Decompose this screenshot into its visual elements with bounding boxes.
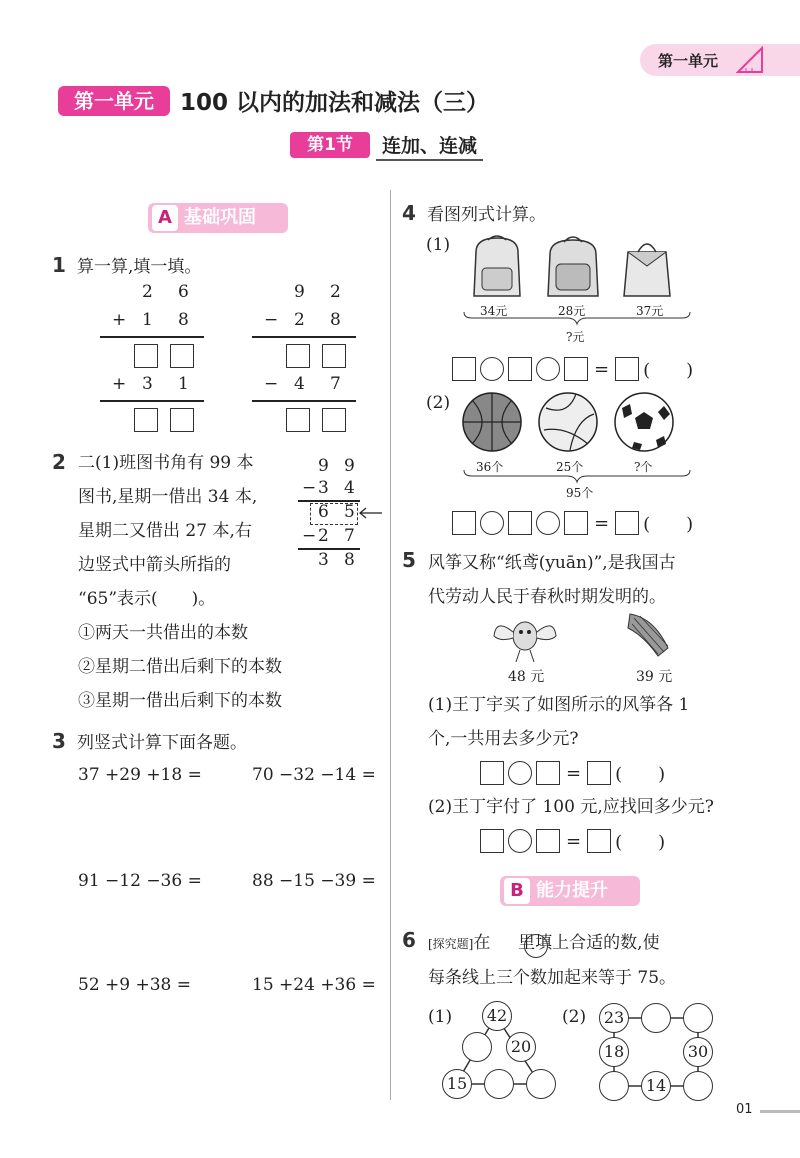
operator: −	[264, 310, 279, 330]
q2-line: 星期二又借出 27 本,右	[78, 521, 252, 541]
unit-paren: ( )	[615, 832, 666, 853]
digit: 8	[178, 310, 189, 330]
digit: 8	[330, 310, 341, 330]
answer-box[interactable]	[322, 344, 346, 368]
digit: 7	[344, 526, 355, 546]
section-badge: 第1节	[290, 132, 370, 158]
equals-sign: =	[566, 830, 582, 852]
inline-circle	[524, 934, 548, 958]
q3-item: 70 −32 −14 =	[252, 765, 376, 785]
part-b-letter: B	[504, 878, 530, 904]
answer-box[interactable]	[286, 408, 310, 432]
q2-line: “65”表示( )。	[78, 589, 216, 609]
blank-circle[interactable]	[683, 1071, 713, 1101]
number-circle: 15	[442, 1069, 472, 1099]
digit: 6	[318, 502, 329, 522]
question-number: 2	[52, 450, 66, 474]
part-a-label: 基础巩固	[184, 207, 256, 228]
answer-box[interactable]	[564, 357, 588, 381]
chapter-tab	[640, 44, 800, 76]
part-a-header	[148, 203, 288, 233]
digit: 2	[294, 310, 305, 330]
digit: 2	[330, 282, 341, 302]
page-number: 01	[736, 1102, 753, 1117]
unit-paren: ( )	[643, 360, 694, 381]
number-circle: 42	[482, 1001, 512, 1031]
answer-box[interactable]	[615, 511, 639, 535]
q2-calc	[298, 456, 390, 576]
digit: 8	[344, 550, 355, 570]
question-number: 4	[402, 201, 416, 225]
answer-box[interactable]	[286, 344, 310, 368]
blank-circle[interactable]	[683, 1003, 713, 1033]
question-number: 6	[402, 928, 416, 952]
chapter-tab-label: 第一单元	[658, 52, 719, 70]
kite-icon	[624, 608, 674, 664]
total-label: 95个	[566, 486, 594, 500]
kite-price: 39 元	[636, 669, 673, 685]
operator-circle[interactable]	[508, 761, 532, 785]
answer-box[interactable]	[615, 357, 639, 381]
q4-part2-label: (2)	[426, 393, 451, 413]
digit: 3	[318, 550, 329, 570]
q6-part1-label: (1)	[428, 1007, 453, 1027]
operator-circle[interactable]	[508, 829, 532, 853]
part-b-label: 能力提升	[536, 880, 608, 901]
q5-equation-1	[480, 760, 665, 786]
operator-circle[interactable]	[536, 511, 560, 535]
question-number: 3	[52, 729, 66, 753]
q3-item: 15 +24 +36 =	[252, 975, 376, 995]
answer-box[interactable]	[536, 829, 560, 853]
question-6	[402, 926, 792, 995]
number-circle: 18	[599, 1037, 629, 1067]
digit: 9	[318, 456, 329, 476]
backpack-icon	[538, 232, 608, 302]
digit: 3	[142, 374, 153, 394]
answer-box[interactable]	[134, 344, 158, 368]
volleyball-icon	[536, 390, 600, 454]
answer-box[interactable]	[508, 511, 532, 535]
ruler-icon	[736, 46, 764, 74]
q5-sub1	[428, 688, 689, 756]
equals-sign: =	[594, 358, 610, 380]
question-number: 5	[402, 548, 416, 572]
q6-part2-label: (2)	[562, 1007, 587, 1027]
column-divider	[390, 190, 391, 1100]
answer-box[interactable]	[452, 511, 476, 535]
operator-circle[interactable]	[536, 357, 560, 381]
q5-sub1-line: (1)王丁宇买了如图所示的风筝各 1	[428, 695, 690, 715]
equals-sign: =	[566, 762, 582, 784]
answer-box[interactable]	[170, 344, 194, 368]
blank-circle[interactable]	[641, 1003, 671, 1033]
q4-equation-1	[452, 356, 693, 382]
price-label: 37元	[636, 304, 664, 318]
number-circle: 30	[683, 1037, 713, 1067]
q4-part1-label: (1)	[426, 235, 451, 255]
digit: 4	[344, 478, 355, 498]
q5-equation-2	[480, 828, 665, 854]
answer-box[interactable]	[587, 829, 611, 853]
answer-box[interactable]	[134, 408, 158, 432]
equals-sign: =	[594, 512, 610, 534]
q3-item: 91 −12 −36 =	[78, 871, 202, 891]
question-3	[52, 726, 247, 760]
q2-line: 边竖式中箭头所指的	[78, 555, 231, 575]
q5-sub1-line: 个,一共用去多少元?	[428, 729, 579, 749]
digit: 1	[142, 310, 153, 330]
q6-line: 每条线上三个数加起来等于 75。	[428, 968, 677, 988]
price-label: 28元	[558, 304, 586, 318]
digit: 2	[318, 526, 329, 546]
answer-box[interactable]	[480, 761, 504, 785]
answer-box[interactable]	[480, 829, 504, 853]
answer-box[interactable]	[564, 511, 588, 535]
operator: +	[112, 310, 127, 330]
q3-item: 52 +9 +38 =	[78, 975, 192, 995]
number-circle: 23	[599, 1003, 629, 1033]
soccer-ball-icon	[612, 390, 676, 454]
digit: 6	[178, 282, 189, 302]
count-label: ?个	[634, 460, 653, 474]
q2-option: ①两天一共借出的本数	[78, 623, 248, 643]
question-5	[402, 546, 782, 614]
kite-icon	[490, 612, 560, 664]
digit: 9	[344, 456, 355, 476]
question-text: 看图列式计算。	[427, 205, 547, 225]
arrow-left-icon	[358, 506, 382, 520]
q1-left-calc	[100, 280, 210, 440]
operator-circle[interactable]	[480, 357, 504, 381]
blank-circle[interactable]	[599, 1071, 629, 1101]
part-b-header	[500, 876, 640, 906]
price-label: 34元	[480, 304, 508, 318]
part-a-letter: A	[152, 205, 178, 231]
digit: 9	[294, 282, 305, 302]
question-text: 列竖式计算下面各题。	[77, 733, 248, 753]
unit-paren: ( )	[615, 764, 666, 785]
brace	[462, 310, 692, 326]
unit-title: 100 以内的加法和减法（三）	[180, 90, 490, 116]
blank-circle[interactable]	[526, 1069, 556, 1099]
answer-box[interactable]	[508, 357, 532, 381]
q1-right-calc	[252, 280, 362, 440]
count-label: 25个	[556, 460, 584, 474]
operator-circle[interactable]	[480, 511, 504, 535]
total-label: ?元	[566, 330, 585, 344]
q4-equation-2	[452, 510, 693, 536]
unit-paren: ( )	[643, 514, 694, 535]
operator: −	[302, 526, 317, 546]
question-2	[52, 446, 292, 718]
q5-sub2: (2)王丁宇付了 100 元,应找回多少元?	[428, 797, 714, 817]
basketball-icon	[460, 390, 524, 454]
backpack-icon	[612, 232, 682, 302]
number-circle: 20	[506, 1032, 536, 1062]
q2-line: 图书,星期一借出 34 本,	[78, 487, 258, 507]
q5-line: 代劳动人民于春秋时期发明的。	[428, 587, 666, 607]
digit: 4	[294, 374, 305, 394]
question-1	[52, 250, 201, 284]
q3-item: 37 +29 +18 =	[78, 765, 202, 785]
q2-option: ②星期二借出后剩下的本数	[78, 657, 282, 677]
q6-line: 在 里填上合适的数,使	[473, 933, 660, 953]
count-label: 36个	[476, 460, 504, 474]
operator: −	[264, 374, 279, 394]
brace	[462, 468, 692, 484]
question-text: 算一算,填一填。	[77, 257, 202, 277]
answer-box[interactable]	[587, 761, 611, 785]
answer-box[interactable]	[170, 408, 194, 432]
answer-box[interactable]	[322, 408, 346, 432]
number-circle: 14	[641, 1071, 671, 1101]
page-marker	[760, 1110, 800, 1113]
question-tag: [探究题]	[428, 937, 474, 951]
blank-circle[interactable]	[462, 1032, 492, 1062]
digit: 1	[178, 374, 189, 394]
digit: 7	[330, 374, 341, 394]
digit: 2	[142, 282, 153, 302]
digit: 5	[344, 502, 355, 522]
question-4	[402, 198, 546, 232]
backpack-icon	[462, 232, 532, 302]
q5-line: 风筝又称“纸鸢(yuān)”,是我国古	[428, 553, 676, 573]
section-title: 连加、连减	[376, 131, 483, 161]
operator: +	[112, 374, 127, 394]
blank-circle[interactable]	[484, 1069, 514, 1099]
unit-badge: 第一单元	[58, 86, 170, 116]
answer-box[interactable]	[536, 761, 560, 785]
q3-item: 88 −15 −39 =	[252, 871, 376, 891]
operator: −	[302, 478, 317, 498]
kite-price: 48 元	[508, 669, 545, 685]
q2-line: 二(1)班图书角有 99 本	[78, 453, 254, 473]
question-number: 1	[52, 253, 66, 277]
digit: 3	[318, 478, 329, 498]
q2-option: ③星期一借出后剩下的本数	[78, 691, 282, 711]
answer-box[interactable]	[452, 357, 476, 381]
